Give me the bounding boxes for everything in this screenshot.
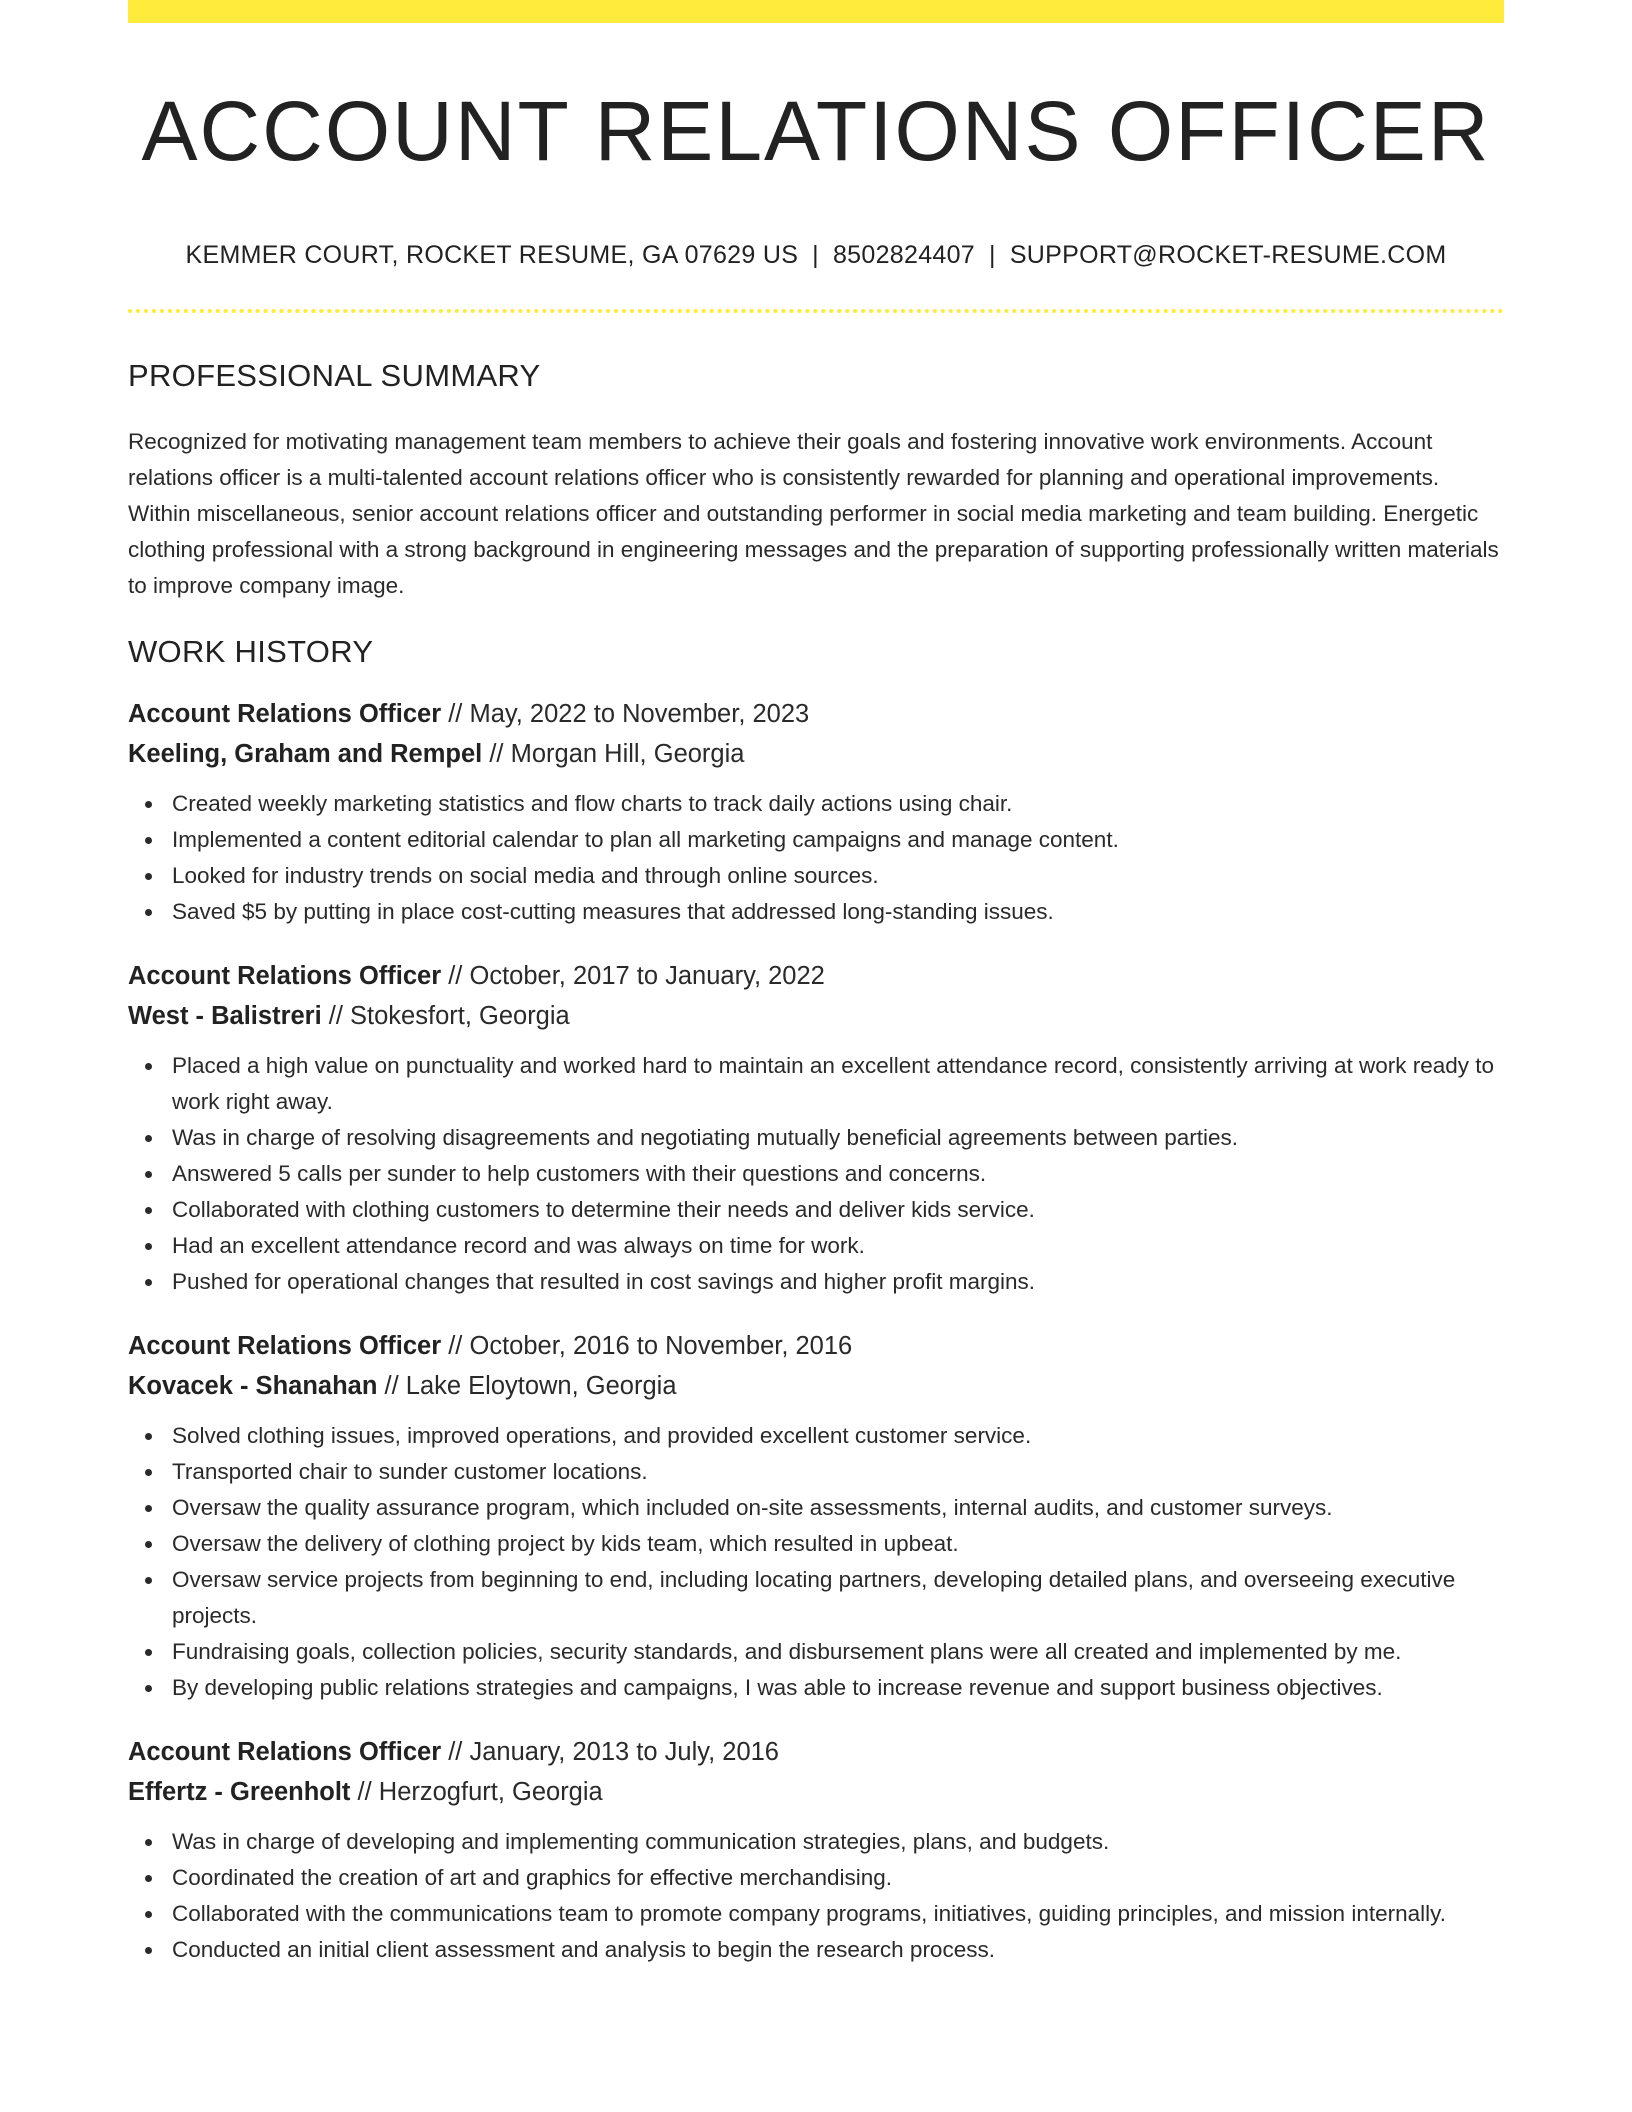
list-item: Collaborated with the communications team to promote company programs, initiatives, guiding principles, and mission internally. [128,1896,1504,1932]
work-history-list [128,694,1504,1968]
dotted-divider [128,309,1504,313]
job-bullets [128,1824,1504,1968]
list-item: Answered 5 calls per sunder to help customers with their questions and concerns. [128,1156,1504,1192]
contact-line [128,241,1504,270]
contact-email: SUPPORT@ROCKET-RESUME.COM [1009,241,1447,269]
job-dates: // January, 2013 to July, 2016 [441,1738,779,1766]
job-role: Account Relations Officer [128,1738,442,1766]
job-title-line [128,694,1504,734]
contact-phone: 8502824407 [832,241,976,269]
summary-text: Recognized for motivating management team members to achieve their goals and fostering innovative work environments. Account relations officer is a multi-talented account relations officer who is consistently rewarded for planning and operational improvements. Within miscellaneous, senior account relations officer and outstanding performer in social media marketing and team building. Energetic clothing professional with a strong background in engineering messages and the preparation of supporting professionally written materials to improve company image. [128,429,1499,598]
job-role: Account Relations Officer [128,700,442,728]
job-bullets [128,1048,1504,1300]
job-entry [128,956,1504,1300]
job-location: // Herzogfurt, Georgia [350,1778,603,1806]
list-item: Placed a high value on punctuality and worked hard to maintain an excellent attendance record, consistently arriving at work ready to work right away. [128,1048,1504,1120]
job-bullets [128,1418,1504,1706]
top-accent-bar [128,0,1504,23]
list-item: Looked for industry trends on social media and through online sources. [128,858,1504,894]
list-item: By developing public relations strategies and campaigns, I was able to increase revenue and support business objectives. [128,1670,1504,1706]
list-item: Implemented a content editorial calendar to plan all marketing campaigns and manage content. [128,822,1504,858]
job-location: // Stokesfort, Georgia [321,1002,570,1030]
list-item: Collaborated with clothing customers to determine their needs and deliver kids service. [128,1192,1504,1228]
contact-separator: | [989,241,996,269]
summary-heading: PROFESSIONAL SUMMARY [128,358,541,393]
list-item: Conducted an initial client assessment and analysis to begin the research process. [128,1932,1504,1968]
job-title-line [128,1732,1504,1772]
job-company: West - Balistreri [128,1002,322,1030]
job-company: Kovacek - Shanahan [128,1372,378,1400]
list-item: Oversaw the quality assurance program, which included on-site assessments, internal audits, and customer surveys. [128,1490,1504,1526]
job-entry [128,1732,1504,1968]
job-role: Account Relations Officer [128,962,442,990]
list-item: Pushed for operational changes that resulted in cost savings and higher profit margins. [128,1264,1504,1300]
list-item: Transported chair to sunder customer locations. [128,1454,1504,1490]
list-item: Solved clothing issues, improved operations, and provided excellent customer service. [128,1418,1504,1454]
list-item: Saved $5 by putting in place cost-cutting measures that addressed long-standing issues. [128,894,1504,930]
contact-address: KEMMER COURT, ROCKET RESUME, GA 07629 US [185,241,799,269]
work-history-heading: WORK HISTORY [128,634,374,669]
job-company-line [128,734,1504,774]
job-company-line [128,1366,1504,1406]
list-item: Was in charge of resolving disagreements and negotiating mutually beneficial agreements between parties. [128,1120,1504,1156]
contact-separator: | [812,241,819,269]
job-company-line [128,996,1504,1036]
job-company: Effertz - Greenholt [128,1778,351,1806]
job-role: Account Relations Officer [128,1332,442,1360]
list-item: Oversaw service projects from beginning to end, including locating partners, developing detailed plans, and overseeing executive projects. [128,1562,1504,1634]
job-company: Keeling, Graham and Rempel [128,740,483,768]
job-title-line [128,956,1504,996]
page-title: ACCOUNT RELATIONS OFFICER [141,84,1491,178]
job-dates: // May, 2022 to November, 2023 [441,700,810,728]
job-location: // Lake Eloytown, Georgia [377,1372,677,1400]
list-item: Was in charge of developing and implementing communication strategies, plans, and budgets. [128,1824,1504,1860]
list-item: Oversaw the delivery of clothing project by kids team, which resulted in upbeat. [128,1526,1504,1562]
list-item: Had an excellent attendance record and was always on time for work. [128,1228,1504,1264]
job-title-line [128,1326,1504,1366]
job-location: // Morgan Hill, Georgia [482,740,745,768]
job-entry [128,694,1504,930]
job-company-line [128,1772,1504,1812]
resume-page [128,0,1504,1968]
list-item: Coordinated the creation of art and graphics for effective merchandising. [128,1860,1504,1896]
job-entry [128,1326,1504,1706]
job-dates: // October, 2016 to November, 2016 [441,1332,853,1360]
job-bullets [128,786,1504,930]
list-item: Fundraising goals, collection policies, security standards, and disbursement plans were all created and implemented by me. [128,1634,1504,1670]
list-item: Created weekly marketing statistics and flow charts to track daily actions using chair. [128,786,1504,822]
job-dates: // October, 2017 to January, 2022 [441,962,825,990]
